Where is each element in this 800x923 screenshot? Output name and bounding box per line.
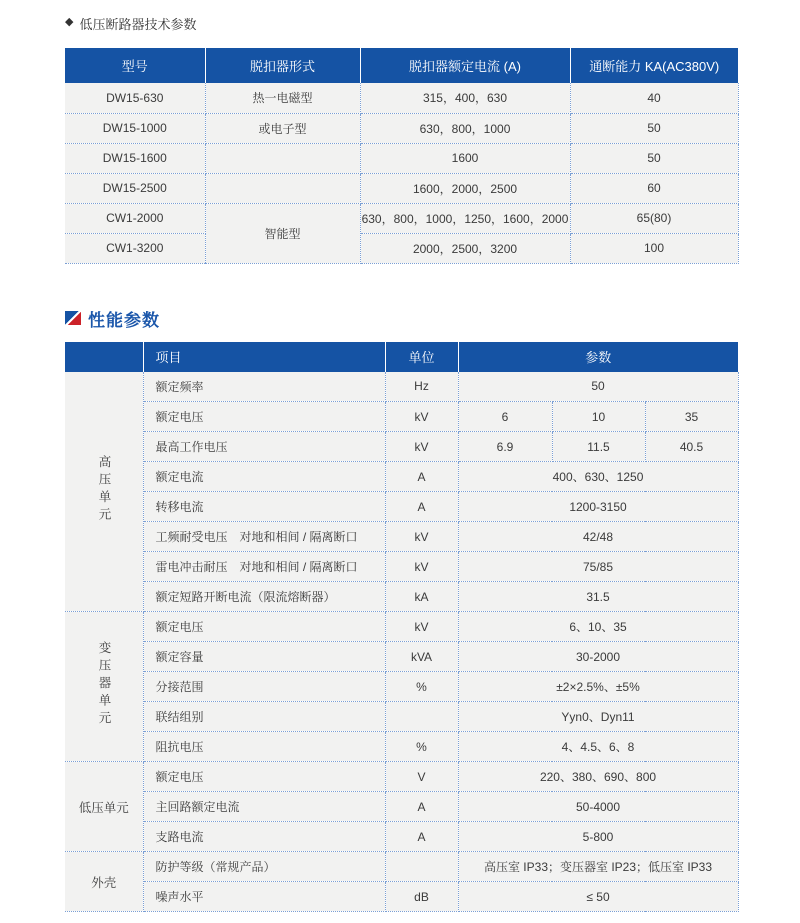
current-cell: 630，800，1000 (360, 113, 570, 143)
item-cell: 工频耐受电压 对地和相间 / 隔离断口 (143, 522, 385, 552)
unit-cell: kV (385, 402, 458, 432)
header-unit: 单位 (385, 342, 458, 372)
unit-cell: kV (385, 612, 458, 642)
param-cell: 42/48 (458, 522, 738, 552)
table-row (65, 462, 738, 492)
trip-type-cell (205, 173, 360, 203)
table-row (65, 702, 738, 732)
table-row (65, 582, 738, 612)
unit-cell: A (385, 792, 458, 822)
header-item: 项目 (143, 342, 385, 372)
unit-cell: kVA (385, 642, 458, 672)
table-row (65, 492, 738, 522)
unit-cell: kV (385, 552, 458, 582)
param-cell: 5-800 (458, 822, 738, 852)
model-cell: CW1-3200 (65, 233, 205, 263)
page-content (65, 0, 738, 912)
param-cell: Yyn0、Dyn11 (458, 702, 738, 732)
param-cell: 50-4000 (458, 792, 738, 822)
table-row (65, 113, 738, 143)
param-subcell: 11.5 (552, 432, 645, 462)
model-cell: CW1-2000 (65, 203, 205, 233)
breaker-params-table (65, 48, 739, 264)
item-cell: 额定电流 (143, 462, 385, 492)
capacity-cell: 65(80) (570, 203, 738, 233)
param-cell: 220、380、690、800 (458, 762, 738, 792)
table-row (65, 173, 738, 203)
unit-cell: V (385, 762, 458, 792)
item-cell: 防护等级（常规产品） (143, 852, 385, 882)
table-row (65, 402, 738, 432)
unit-cell: A (385, 492, 458, 522)
item-cell: 额定电压 (143, 762, 385, 792)
item-cell: 额定电压 (143, 402, 385, 432)
unit-cell: kV (385, 522, 458, 552)
table-row (65, 852, 738, 882)
group-label-text: 低压单元 (78, 800, 129, 815)
model-cell: DW15-2500 (65, 173, 205, 203)
param-subcell: 35 (645, 402, 738, 432)
header-breaking-capacity: 通断能力 KA(AC380V) (570, 48, 738, 83)
performance-params-table (65, 342, 739, 913)
table-row (65, 203, 738, 233)
current-cell: 2000，2500，3200 (360, 233, 570, 263)
trip-type-cell (205, 143, 360, 173)
table-row (65, 612, 738, 642)
item-cell: 支路电流 (143, 822, 385, 852)
diamond-bullet-icon: ◆ (65, 16, 74, 28)
table-row (65, 642, 738, 672)
item-cell: 额定短路开断电流（限流熔断器） (143, 582, 385, 612)
item-cell: 主回路额定电流 (143, 792, 385, 822)
item-cell: 噪声水平 (143, 882, 385, 912)
param-cell: 30-2000 (458, 642, 738, 672)
group-label-high-voltage-unit (65, 372, 143, 612)
unit-cell: kV (385, 432, 458, 462)
item-cell: 分接范围 (143, 672, 385, 702)
param-cell: ≤ 50 (458, 882, 738, 912)
param-subcell: 40.5 (645, 432, 738, 462)
item-cell: 额定电压 (143, 612, 385, 642)
item-cell: 转移电流 (143, 492, 385, 522)
trip-type-cell: 热一电磁型 (205, 83, 360, 113)
current-cell: 630，800，1000，1250，1600，2000 (360, 203, 570, 233)
param-cell: 400、630、1250 (458, 462, 738, 492)
table-row (65, 143, 738, 173)
param-subcell: 10 (552, 402, 645, 432)
section1-title-text: 低压断路器技术参数 (79, 17, 197, 32)
header-group (65, 342, 143, 372)
header-param: 参数 (458, 342, 738, 372)
item-cell: 额定容量 (143, 642, 385, 672)
unit-cell: dB (385, 882, 458, 912)
current-cell: 1600 (360, 143, 570, 173)
group-label-transformer-unit (65, 612, 143, 762)
param-cell: 1200-3150 (458, 492, 738, 522)
header-rated-current: 脱扣器额定电流 (A) (360, 48, 570, 83)
capacity-cell: 40 (570, 83, 738, 113)
item-cell: 雷电冲击耐压 对地和相间 / 隔离断口 (143, 552, 385, 582)
table-row (65, 83, 738, 113)
unit-cell: A (385, 462, 458, 492)
section1-title (65, 0, 738, 48)
param-cell: ±2×2.5%、±5% (458, 672, 738, 702)
table-row (65, 732, 738, 762)
model-cell: DW15-1600 (65, 143, 205, 173)
current-cell: 1600，2000，2500 (360, 173, 570, 203)
table-row (65, 672, 738, 702)
unit-cell: Hz (385, 372, 458, 402)
table-row (65, 372, 738, 402)
group-label-enclosure (65, 852, 143, 912)
section2-title (65, 304, 738, 333)
group-label-low-voltage-unit (65, 762, 143, 852)
current-cell: 315，400，630 (360, 83, 570, 113)
diagonal-split-square-icon (65, 311, 81, 325)
param-cell: 4、4.5、6、8 (458, 732, 738, 762)
table1-header-row (65, 48, 738, 83)
item-cell: 联结组别 (143, 702, 385, 732)
group-label-text: 高压单元 (97, 454, 111, 525)
param-cell: 50 (458, 372, 738, 402)
param-cell: 75/85 (458, 552, 738, 582)
table-row (65, 233, 738, 263)
table-row (65, 762, 738, 792)
unit-cell (385, 702, 458, 732)
param-subcell: 6 (458, 402, 552, 432)
table2-header-row (65, 342, 738, 372)
model-cell: DW15-630 (65, 83, 205, 113)
unit-cell: kA (385, 582, 458, 612)
item-cell: 阻抗电压 (143, 732, 385, 762)
capacity-cell: 50 (570, 143, 738, 173)
table-row (65, 822, 738, 852)
param-cell: 6、10、35 (458, 612, 738, 642)
unit-cell: % (385, 672, 458, 702)
table-row (65, 792, 738, 822)
section2-title-text: 性能参数 (88, 310, 160, 330)
unit-cell: % (385, 732, 458, 762)
header-model: 型号 (65, 48, 205, 83)
param-subcell: 6.9 (458, 432, 552, 462)
param-cell: 31.5 (458, 582, 738, 612)
table-row (65, 522, 738, 552)
capacity-cell: 50 (570, 113, 738, 143)
model-cell: DW15-1000 (65, 113, 205, 143)
unit-cell (385, 852, 458, 882)
param-cell: 高压室 IP33；变压器室 IP23；低压室 IP33 (458, 852, 738, 882)
item-cell: 额定频率 (143, 372, 385, 402)
group-label-text: 外壳 (91, 875, 117, 890)
capacity-cell: 60 (570, 173, 738, 203)
trip-type-cell: 或电子型 (205, 113, 360, 143)
table-row (65, 882, 738, 912)
group-label-text: 变压器单元 (97, 641, 111, 729)
unit-cell: A (385, 822, 458, 852)
trip-type-cell-merged: 智能型 (205, 203, 360, 263)
table-row (65, 552, 738, 582)
item-cell: 最高工作电压 (143, 432, 385, 462)
capacity-cell: 100 (570, 233, 738, 263)
table-row (65, 432, 738, 462)
header-trip-type: 脱扣器形式 (205, 48, 360, 83)
